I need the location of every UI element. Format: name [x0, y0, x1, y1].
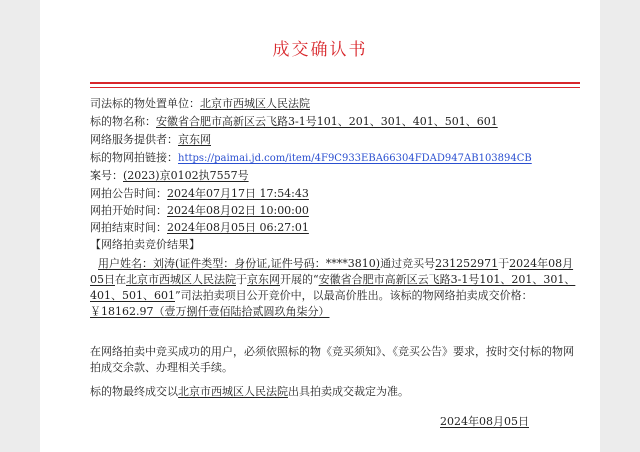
field-value: 京东网 — [178, 133, 211, 146]
field-label: 标的物名称： — [90, 115, 156, 128]
field-disposal-unit — [90, 97, 310, 111]
result-platform: 京东网 — [247, 273, 280, 286]
title-divider-thin — [90, 87, 580, 88]
bid-number: 231252971 — [435, 257, 499, 270]
field-value: 北京市西城区人民法院 — [200, 97, 310, 110]
document-page — [40, 0, 600, 452]
field-value: 2024年07月17日 17:54:43 — [167, 187, 309, 200]
field-label: 标的物网拍链接： — [90, 151, 178, 164]
result-court: 北京市西城区人民法院 — [126, 273, 236, 286]
result-date: 2024年08月05日 — [90, 257, 574, 286]
field-label: 网络服务提供者： — [90, 133, 178, 146]
document-title: 成交确认书 — [272, 40, 368, 60]
final-court: 北京市西城区人民法院 — [178, 385, 288, 398]
field-label: 司法标的物处置单位： — [90, 97, 200, 110]
field-value: 2024年08月05日 06:27:01 — [167, 221, 309, 234]
field-label: 网拍开始时间： — [90, 204, 167, 217]
winner-name: 刘涛(证件类型：身份证,证件号码：****3810) — [153, 257, 381, 270]
field-auction-link — [90, 151, 532, 166]
field-announce-time — [90, 187, 309, 201]
field-label: 网拍结束时间： — [90, 221, 167, 234]
result-paragraph: 用户姓名：刘涛(证件类型：身份证,证件号码：****3810)通过竞买号231252971于2024年08月05日在北京市西城区人民法院于京东网开展的“安徽省合肥市高新区云飞路3-1号101、201、301、401、501、601”司法拍卖项目公开竞价中，以最高价胜出。该标的物网络拍卖成交价格：￥18162.97（壹万捌仟壹佰陆拾贰圆玖角柒分） — [90, 257, 576, 318]
final-paragraph: 标的物最终成交以北京市西城区人民法院出具拍卖成交裁定为准。 — [90, 385, 409, 398]
field-label: 网拍公告时间： — [90, 187, 167, 200]
field-label: 案号： — [90, 169, 123, 182]
signature-date: 2024年08月05日 — [440, 415, 529, 428]
title-divider-thick — [90, 82, 580, 84]
field-item-name — [90, 115, 498, 129]
result-item-name: 安徽省合肥市高新区云飞路3-1号101、201、301、401、501、601 — [90, 273, 576, 302]
final-price-chinese: （壹万捌仟壹佰陆拾贰圆玖角柒分） — [153, 305, 330, 318]
field-value: 2024年08月02日 10:00:00 — [167, 204, 309, 217]
field-start-time — [90, 204, 309, 218]
field-end-time — [90, 221, 309, 235]
final-price: ￥18162.97 — [90, 305, 154, 318]
field-value: (2023)京0102执7557号 — [123, 169, 249, 182]
field-service-provider — [90, 133, 211, 147]
auction-link[interactable]: https://paimai.jd.com/item/4F9C933EBA66304FDAD947AB103894CB — [178, 153, 532, 164]
field-case-number — [90, 169, 249, 183]
result-heading: 【网络拍卖竞价结果】 — [90, 238, 200, 251]
field-value: 安徽省合肥市高新区云飞路3-1号101、201、301、401、501、601 — [156, 115, 498, 128]
note-paragraph: 在网络拍卖中竞买成功的用户，必须依照标的物《竞买须知》、《竞买公告》要求，按时交付标的物网拍成交余款、办理相关手续。 — [90, 345, 574, 374]
